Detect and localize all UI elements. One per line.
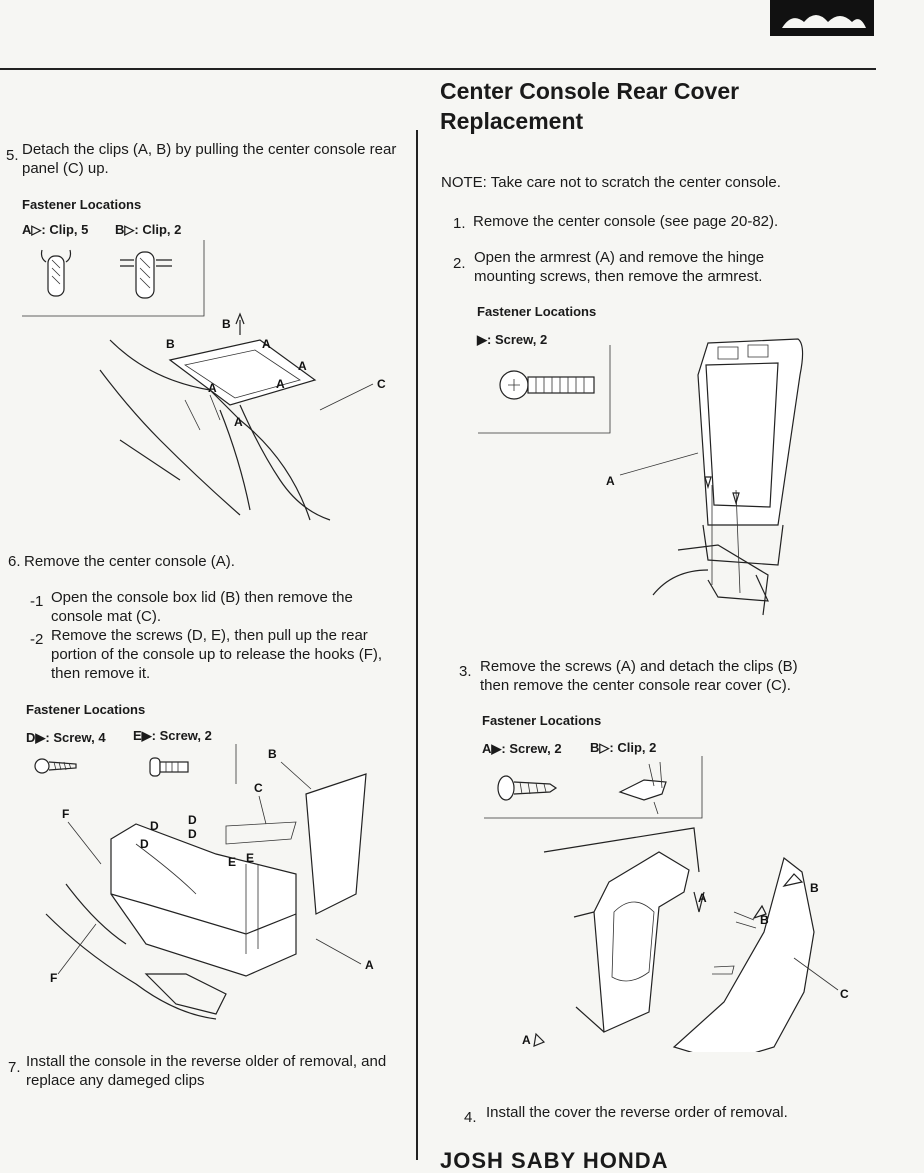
fastener-title-5: Fastener Locations [22,197,142,212]
clip-a-icon [42,250,71,296]
fastener-title-6: Fastener Locations [26,702,146,717]
label-a-4: A [276,377,285,391]
step-6-text: Remove the center console (A). [24,553,235,570]
step-6-number: 6. [8,553,21,570]
right-step-3-number: 3. [459,663,472,680]
label-a-2: A [298,359,307,373]
header-tab-icon [770,0,874,36]
substep-2-number: -2 [30,631,44,648]
label-a: A [606,474,615,488]
label-e-1: E [228,855,237,869]
substep-2-text: Remove the screws (D, E), then pull up the rear portion of the console up to release the hooks (F), then remove it. [51,627,383,682]
right-step-1-text: Remove the center console (see page 20-82). [473,213,779,230]
label-d-2: D [150,819,159,833]
label-b: B [268,747,277,761]
clip-icons-5 [22,238,212,320]
right-step-2-number: 2. [453,255,466,272]
label-a: A [365,958,374,972]
screw-d-icon [35,759,76,773]
clip-r3-icon [620,762,666,814]
header-rule [0,68,876,70]
right-step-1-number: 1. [453,215,466,232]
label-b-1: B [810,881,819,895]
right-step-4-text: Install the cover the reverse order of removal. [486,1104,788,1121]
step-5-text: Detach the clips (A, B) by pulling the center console rear panel (C) up. [22,141,397,177]
fastener-title-r3: Fastener Locations [482,713,602,728]
right-step-4-number: 4. [464,1109,477,1126]
label-c: C [254,781,263,795]
fastener-screw-r3: A▶: Screw, 2 [482,741,562,756]
step-5-number: 5. [6,147,19,164]
fastener-screw-d: D▶: Screw, 4 [26,730,106,745]
label-d-1: D [188,813,197,827]
substep-1-text: Open the console box lid (B) then remove the console mat (C). [51,589,353,625]
screw-r3-icon [498,776,556,800]
substep-1-number: -1 [30,593,44,610]
step-6-diagram [26,744,386,1029]
label-f-bottom: F [50,971,58,985]
column-divider [416,130,418,1160]
fastener-clip-b: B▷: Clip, 2 [115,222,182,237]
right-step-3-text: Remove the screws (A) and detach the clips (B) then remove the center console rear cover (C). [480,658,798,694]
step-7-number: 7. [8,1059,21,1076]
label-a-5: A [234,415,243,429]
label-a-lower: A [522,1033,531,1047]
right-step-2-text: Open the armrest (A) and remove the hinge mounting screws, then remove the armrest. [474,249,765,285]
step-3-diagram [484,752,860,1052]
screw-e-icon [150,758,188,776]
label-a-upper: A [698,891,707,905]
label-c: C [377,377,386,391]
label-c: C [840,987,849,1001]
step-5-diagram [90,310,400,530]
fastener-screw-e: E▶: Screw, 2 [133,728,212,743]
step-2-diagram [478,335,808,640]
label-d-4: D [140,837,149,851]
fastener-clip-a: A▷: Clip, 5 [22,222,89,237]
page-title: Center Console Rear Cover Replacement [440,78,740,134]
screw-r2-icon [500,371,594,399]
step-7-text: Install the console in the reverse older of removal, and replace any dameged clips [26,1053,387,1089]
fastener-clip-r3: B▷: Clip, 2 [590,740,657,755]
clip-b-icon [120,252,172,298]
note-text: NOTE: Take care not to scratch the center console. [441,174,781,191]
label-a-1: A [262,337,271,351]
label-e-2: E [246,851,255,865]
label-a-3: A [208,381,217,395]
fastener-title-r2: Fastener Locations [477,304,597,319]
footer-dealer-stamp: JOSH SABY HONDA [440,1148,669,1173]
label-d-3: D [188,827,197,841]
fastener-screw-r2: ▶: Screw, 2 [477,332,548,347]
label-b-top: B [222,317,231,331]
label-b-2: B [760,913,769,927]
label-f-top: F [62,807,70,821]
label-b-left: B [166,337,175,351]
